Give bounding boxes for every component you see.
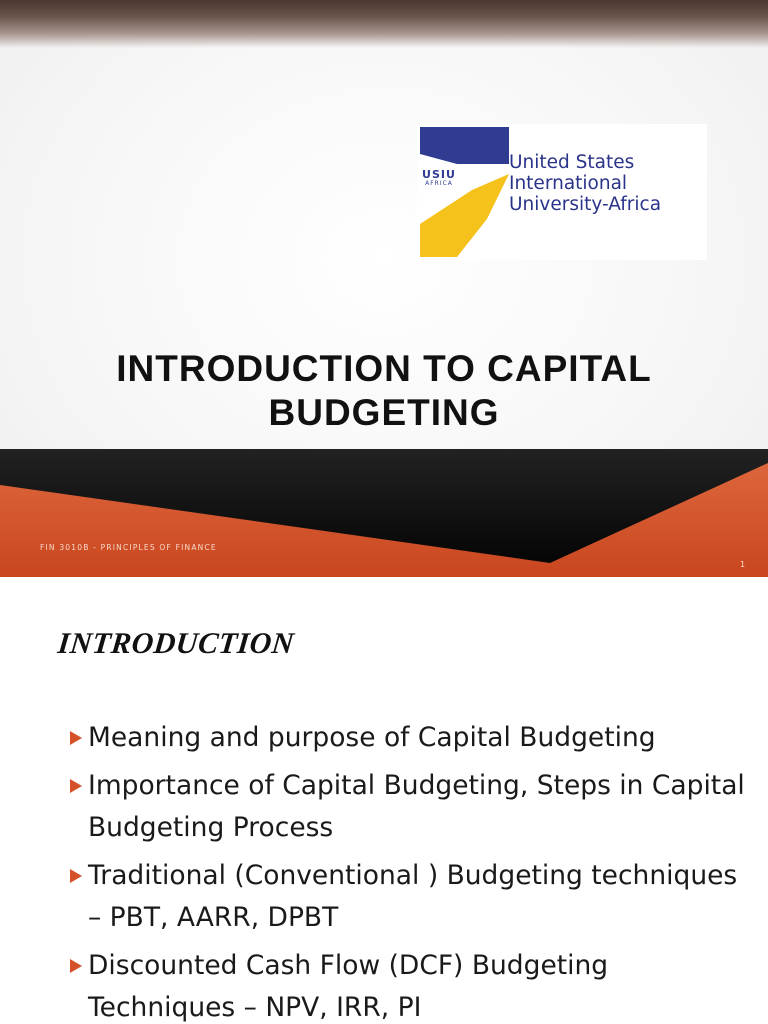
list-item [70,765,750,849]
decorative-wedge-banner [0,449,768,577]
top-decorative-band [0,0,768,48]
logo-line: University-Africa [509,194,662,215]
list-item [70,855,750,939]
list-item-text: Meaning and purpose of Capital Budgeting [88,722,656,753]
slide-page-number: 1 [740,560,746,569]
list-item-text: Discounted Cash Flow (DCF) Budgeting Techniques – NPV, IRR, PI [88,950,609,1023]
logo-line: International [509,173,628,194]
triangle-right-icon [70,779,82,793]
logo-abbreviation: USIU [422,168,456,181]
list-item [70,945,750,1024]
slide-footer-course: FIN 3010B - PRINCIPLES OF FINANCE [40,543,217,552]
logo-line: United States [509,152,635,173]
slide-heading: INTRODUCTION [56,627,296,660]
slide-title-line: INTRODUCTION TO CAPITAL [116,348,652,389]
slide-title [0,347,768,435]
logo-abbreviation-sub: AFRICA [425,180,453,187]
list-item-text: Traditional (Conventional ) Budgeting techniques – PBT, AARR, DPBT [88,860,738,933]
bullet-list [70,717,750,1024]
content-slide [0,577,768,1024]
triangle-right-icon [70,869,82,883]
list-item-text: Importance of Capital Budgeting, Steps in Capital Budgeting Process [88,770,745,843]
usiu-emblem-icon [417,124,509,260]
slide-title-line: BUDGETING [268,392,500,433]
triangle-right-icon [70,731,82,745]
logo-wordmark [509,152,707,215]
university-logo [417,124,707,260]
list-item [70,717,750,759]
triangle-right-icon [70,959,82,973]
